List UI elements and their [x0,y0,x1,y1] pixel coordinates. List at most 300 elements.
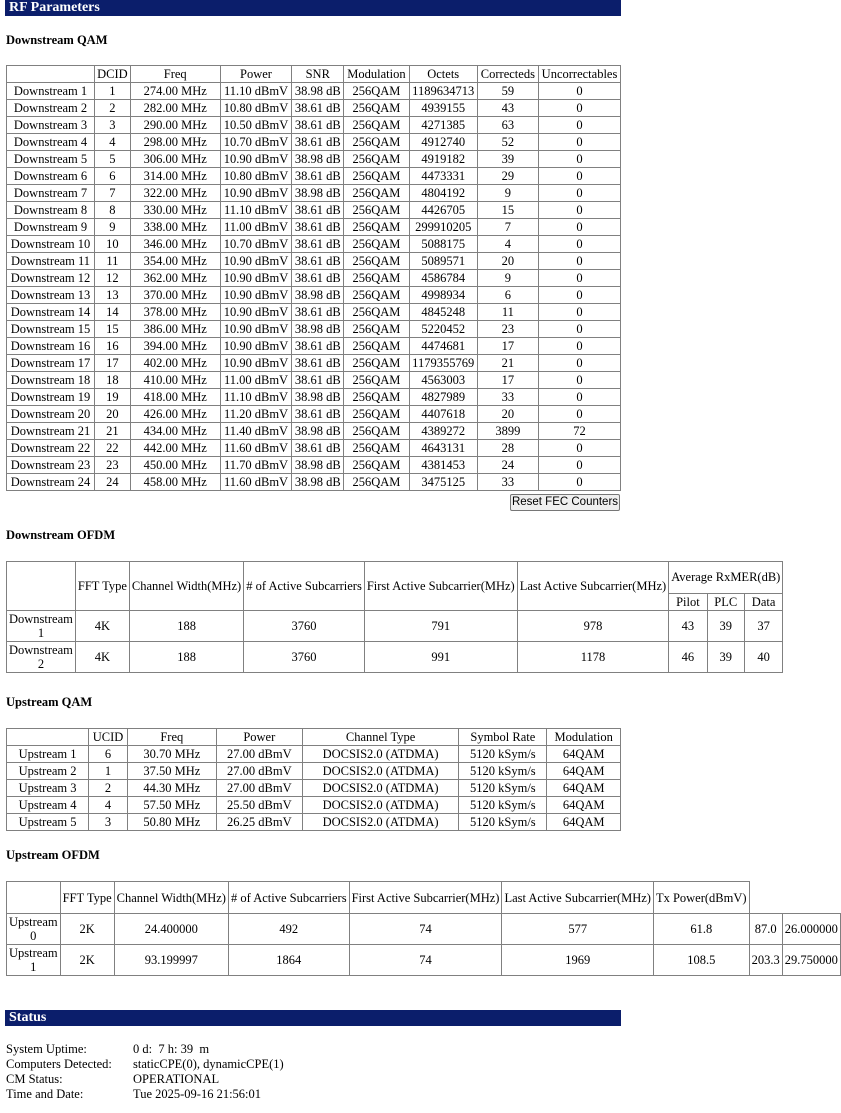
table-row [7,406,621,423]
table-cell: 4271385 [409,117,477,134]
row-label-cell: Downstream 8 [7,202,95,219]
reset-fec-counters-button[interactable]: Reset FEC Counters [510,494,620,511]
row-label-cell: Downstream 4 [7,134,95,151]
column-header: Power [216,729,302,746]
status-row-computers [6,1057,284,1072]
column-header: DCID [95,66,131,83]
row-label-cell: Upstream 1 [7,746,89,763]
table-cell: 11.00 dBmV [220,219,291,236]
table-cell: 14 [95,304,131,321]
table-cell: 10 [95,236,131,253]
table-cell: 11.10 dBmV [220,83,291,100]
table-cell: 256QAM [344,389,409,406]
table-cell: 10.90 dBmV [220,355,291,372]
column-header: Average RxMER(dB) [669,562,783,594]
table-cell: 5120 kSym/s [459,763,547,780]
table-row [7,474,621,491]
table-cell: 338.00 MHz [130,219,220,236]
table-cell: 10.90 dBmV [220,338,291,355]
table-row [7,389,621,406]
table-cell: DOCSIS2.0 (ATDMA) [302,763,458,780]
table-cell: 24 [95,474,131,491]
table-cell: 9 [477,270,538,287]
row-label-cell: Upstream 4 [7,797,89,814]
column-header: SNR [292,66,344,83]
table-header-row [7,882,841,914]
table-cell: 17 [477,372,538,389]
table-row [7,457,621,474]
table-cell: 24 [477,457,538,474]
table-cell: 0 [539,151,621,168]
table-cell: 11 [477,304,538,321]
table-cell: 0 [539,474,621,491]
table-cell: 402.00 MHz [130,355,220,372]
table-cell: 5089571 [409,253,477,270]
table-cell: 17 [477,338,538,355]
table-cell: 19 [95,389,131,406]
table-cell: 27.00 dBmV [216,780,302,797]
row-label-cell: Downstream 10 [7,236,95,253]
table-cell: DOCSIS2.0 (ATDMA) [302,797,458,814]
table-cell: 38.98 dB [292,151,344,168]
table-cell: 11.40 dBmV [220,423,291,440]
row-label-cell: Upstream 1 [7,945,61,976]
table-cell: 15 [477,202,538,219]
table-cell: 74 [349,914,502,945]
table-cell: 23 [95,457,131,474]
table-cell: 39 [477,151,538,168]
table-cell: 5220452 [409,321,477,338]
table-cell: 410.00 MHz [130,372,220,389]
table-cell: 18 [95,372,131,389]
row-label-cell: Downstream 23 [7,457,95,474]
table-cell: 9 [477,185,538,202]
table-cell: 13 [95,287,131,304]
table-row [7,321,621,338]
table-cell: 38.61 dB [292,134,344,151]
table-cell: 4919182 [409,151,477,168]
table-row [7,763,621,780]
table-row [7,270,621,287]
row-label-cell: Downstream 9 [7,219,95,236]
status-value: Tue 2025-09-16 21:56:01 [133,1087,262,1101]
table-cell: 256QAM [344,83,409,100]
table-header-row [7,562,783,594]
table-cell: 23 [477,321,538,338]
column-header: Tx Power(dBmV) [653,882,749,914]
table-cell: 38.61 dB [292,202,344,219]
table-row [7,355,621,372]
column-header [7,66,95,83]
table-cell: 46 [669,642,707,673]
table-cell: 38.98 dB [292,321,344,338]
table-cell: 64QAM [547,746,621,763]
table-cell: 6 [95,168,131,185]
table-cell: 4804192 [409,185,477,202]
table-cell: DOCSIS2.0 (ATDMA) [302,814,458,831]
table-cell: 27.00 dBmV [216,763,302,780]
table-row [7,780,621,797]
status-row-uptime [6,1042,284,1057]
table-cell: 0 [539,185,621,202]
table-cell: 64QAM [547,814,621,831]
table-row [7,611,783,642]
table-cell: 3475125 [409,474,477,491]
table-cell: 4473331 [409,168,477,185]
column-header [782,882,840,914]
row-label-cell: Downstream 2 [7,642,76,673]
table-cell: 978 [517,611,668,642]
row-label-cell: Downstream 20 [7,406,95,423]
table-cell: 38.61 dB [292,117,344,134]
table-cell: 5120 kSym/s [459,780,547,797]
row-label-cell: Upstream 2 [7,763,89,780]
table-cell: 44.30 MHz [127,780,216,797]
table-cell: 256QAM [344,304,409,321]
table-row [7,236,621,253]
table-cell: 256QAM [344,440,409,457]
table-cell: 4K [75,611,129,642]
upstream-qam-title: Upstream QAM [6,695,93,709]
table-cell: 1189634713 [409,83,477,100]
row-label-cell: Upstream 5 [7,814,89,831]
table-cell: 362.00 MHz [130,270,220,287]
row-label-cell: Downstream 14 [7,304,95,321]
rf-parameters-header [5,0,621,16]
status-label: CM Status: [6,1072,63,1086]
table-row [7,287,621,304]
table-cell: 188 [129,611,243,642]
table-cell: 2K [60,914,114,945]
table-cell: 450.00 MHz [130,457,220,474]
table-cell: 20 [95,406,131,423]
table-cell: 458.00 MHz [130,474,220,491]
table-cell: 10.90 dBmV [220,185,291,202]
table-cell: 1 [89,763,128,780]
table-cell: 256QAM [344,253,409,270]
column-header: # of Active Subcarriers [244,562,365,611]
table-cell: 0 [539,321,621,338]
column-header: Modulation [547,729,621,746]
table-cell: 43 [669,611,707,642]
table-cell: 378.00 MHz [130,304,220,321]
table-cell: 418.00 MHz [130,389,220,406]
table-cell: 72 [539,423,621,440]
table-cell: 93.199997 [114,945,228,976]
table-cell: 11.20 dBmV [220,406,291,423]
table-cell: 256QAM [344,236,409,253]
row-label-cell: Downstream 19 [7,389,95,406]
column-header: Channel Width(MHz) [129,562,243,611]
table-cell: 27.00 dBmV [216,746,302,763]
table-cell: 577 [502,914,653,945]
table-cell: 4 [477,236,538,253]
table-row [7,945,841,976]
table-cell: 299910205 [409,219,477,236]
column-header: First Active Subcarrier(MHz) [364,562,517,611]
table-cell: 2K [60,945,114,976]
column-header: FFT Type [75,562,129,611]
table-cell: 50.80 MHz [127,814,216,831]
table-cell: 1864 [228,945,349,976]
table-cell: 38.61 dB [292,372,344,389]
table-cell: 1178 [517,642,668,673]
table-cell: 4586784 [409,270,477,287]
table-cell: 8 [95,202,131,219]
table-cell: 33 [477,474,538,491]
table-cell: 38.98 dB [292,389,344,406]
row-label-cell: Downstream 15 [7,321,95,338]
column-header: Modulation [344,66,409,83]
table-cell: 256QAM [344,287,409,304]
table-cell: 4 [89,797,128,814]
column-header: Channel Type [302,729,458,746]
row-label-cell: Downstream 7 [7,185,95,202]
table-cell: 16 [95,338,131,355]
table-row [7,185,621,202]
table-cell: 0 [539,457,621,474]
table-row [7,304,621,321]
column-header: PLC [707,593,744,610]
table-cell: 9 [95,219,131,236]
table-cell: 38.61 dB [292,440,344,457]
table-cell: 43 [477,100,538,117]
table-cell: 38.61 dB [292,100,344,117]
table-cell: 38.98 dB [292,474,344,491]
table-cell: 256QAM [344,219,409,236]
table-cell: 11.00 dBmV [220,372,291,389]
table-row [7,797,621,814]
row-label-cell: Downstream 16 [7,338,95,355]
row-label-cell: Downstream 13 [7,287,95,304]
table-cell: 290.00 MHz [130,117,220,134]
table-cell: 256QAM [344,372,409,389]
column-header: Freq [127,729,216,746]
row-label-cell: Downstream 6 [7,168,95,185]
table-cell: 38.61 dB [292,168,344,185]
table-cell: 52 [477,134,538,151]
table-cell: 38.61 dB [292,270,344,287]
table-cell: 7 [477,219,538,236]
table-cell: 386.00 MHz [130,321,220,338]
upstream-ofdm-title: Upstream OFDM [6,848,100,862]
table-cell: 17 [95,355,131,372]
table-cell: 38.98 dB [292,457,344,474]
table-cell: 0 [539,389,621,406]
table-cell: 0 [539,168,621,185]
table-cell: 10.70 dBmV [220,236,291,253]
table-cell: 38.98 dB [292,423,344,440]
table-cell: 256QAM [344,406,409,423]
table-cell: 256QAM [344,134,409,151]
table-cell: 256QAM [344,168,409,185]
table-cell: 0 [539,304,621,321]
table-cell: 256QAM [344,270,409,287]
table-cell: 0 [539,83,621,100]
table-cell: 10.90 dBmV [220,151,291,168]
table-cell: 274.00 MHz [130,83,220,100]
column-header [7,729,89,746]
table-cell: 38.61 dB [292,406,344,423]
table-cell: 63 [477,117,538,134]
table-cell: 203.3 [749,945,782,976]
table-cell: 0 [539,117,621,134]
table-row [7,642,783,673]
table-cell: 0 [539,202,621,219]
table-row [7,338,621,355]
table-cell: 298.00 MHz [130,134,220,151]
table-cell: 0 [539,100,621,117]
column-header: Pilot [669,593,707,610]
table-cell: 256QAM [344,423,409,440]
row-label-cell: Downstream 22 [7,440,95,457]
table-cell: 26.000000 [782,914,840,945]
table-cell: 3 [89,814,128,831]
status-header [5,1010,621,1026]
downstream-qam-title: Downstream QAM [6,33,108,47]
table-cell: 21 [95,423,131,440]
table-row [7,253,621,270]
table-cell: 24.400000 [114,914,228,945]
table-row [7,423,621,440]
table-cell: 426.00 MHz [130,406,220,423]
table-cell: 29 [477,168,538,185]
table-cell: 2 [89,780,128,797]
status-value: staticCPE(0), dynamicCPE(1) [133,1057,284,1071]
column-header: Channel Width(MHz) [114,882,228,914]
column-header: Octets [409,66,477,83]
table-cell: 20 [477,406,538,423]
table-row [7,168,621,185]
table-cell: 10.70 dBmV [220,134,291,151]
table-row [7,440,621,457]
table-row [7,134,621,151]
table-cell: 0 [539,236,621,253]
table-cell: 25.50 dBmV [216,797,302,814]
table-cell: 40 [744,642,782,673]
table-cell: 11.60 dBmV [220,440,291,457]
row-label-cell: Downstream 1 [7,83,95,100]
table-cell: 1179355769 [409,355,477,372]
table-cell: 370.00 MHz [130,287,220,304]
table-cell: 4998934 [409,287,477,304]
table-cell: 0 [539,338,621,355]
table-cell: 0 [539,219,621,236]
table-row [7,117,621,134]
table-cell: 256QAM [344,474,409,491]
table-row [7,746,621,763]
column-header: First Active Subcarrier(MHz) [349,882,502,914]
column-header [7,882,61,914]
table-cell: 4381453 [409,457,477,474]
table-cell: 256QAM [344,457,409,474]
downstream-ofdm-table [6,561,783,673]
status-label: Time and Date: [6,1087,84,1101]
column-header: Uncorrectables [539,66,621,83]
table-cell: 256QAM [344,202,409,219]
status-value: OPERATIONAL [133,1072,220,1086]
table-cell: 1 [95,83,131,100]
table-cell: 5 [95,151,131,168]
downstream-ofdm-title: Downstream OFDM [6,528,116,542]
table-row [7,151,621,168]
table-cell: 10.90 dBmV [220,270,291,287]
table-cell: 108.5 [653,945,749,976]
table-cell: 4407618 [409,406,477,423]
table-cell: 38.61 dB [292,236,344,253]
table-row [7,372,621,389]
table-cell: 21 [477,355,538,372]
row-label-cell: Upstream 0 [7,914,61,945]
table-cell: 3 [95,117,131,134]
table-row [7,914,841,945]
table-cell: 4912740 [409,134,477,151]
column-header: # of Active Subcarriers [228,882,349,914]
table-cell: 314.00 MHz [130,168,220,185]
row-label-cell: Downstream 2 [7,100,95,117]
table-cell: 4426705 [409,202,477,219]
status-value: 0 d: 7 h: 39 m [133,1042,210,1056]
table-cell: 6 [477,287,538,304]
upstream-qam-table [6,728,621,831]
table-cell: 322.00 MHz [130,185,220,202]
table-cell: 10.90 dBmV [220,304,291,321]
table-cell: 354.00 MHz [130,253,220,270]
column-header: Last Active Subcarrier(MHz) [502,882,653,914]
table-cell: 3899 [477,423,538,440]
row-label-cell: Downstream 3 [7,117,95,134]
table-cell: 74 [349,945,502,976]
table-cell: 282.00 MHz [130,100,220,117]
table-cell: 11 [95,253,131,270]
table-cell: 188 [129,642,243,673]
table-cell: 39 [707,611,744,642]
table-cell: 10.50 dBmV [220,117,291,134]
table-cell: 0 [539,287,621,304]
table-cell: 37 [744,611,782,642]
table-cell: 61.8 [653,914,749,945]
table-cell: 11.10 dBmV [220,389,291,406]
table-cell: 15 [95,321,131,338]
upstream-ofdm-table [6,881,841,976]
column-header: Correcteds [477,66,538,83]
table-cell: 2 [95,100,131,117]
table-cell: 442.00 MHz [130,440,220,457]
column-header: Symbol Rate [459,729,547,746]
table-cell: 0 [539,355,621,372]
row-label-cell: Upstream 3 [7,780,89,797]
table-cell: 791 [364,611,517,642]
table-cell: 3760 [244,642,365,673]
table-cell: 4939155 [409,100,477,117]
table-cell: 38.98 dB [292,83,344,100]
column-header: Power [220,66,291,83]
table-cell: 64QAM [547,780,621,797]
table-cell: 7 [95,185,131,202]
table-cell: 256QAM [344,338,409,355]
row-label-cell: Downstream 24 [7,474,95,491]
column-header [7,562,76,611]
table-row [7,83,621,100]
table-cell: 0 [539,134,621,151]
table-cell: 256QAM [344,151,409,168]
table-cell: 346.00 MHz [130,236,220,253]
row-label-cell: Downstream 5 [7,151,95,168]
row-label-cell: Downstream 11 [7,253,95,270]
table-cell: 0 [539,270,621,287]
table-cell: 4474681 [409,338,477,355]
table-cell: 33 [477,389,538,406]
